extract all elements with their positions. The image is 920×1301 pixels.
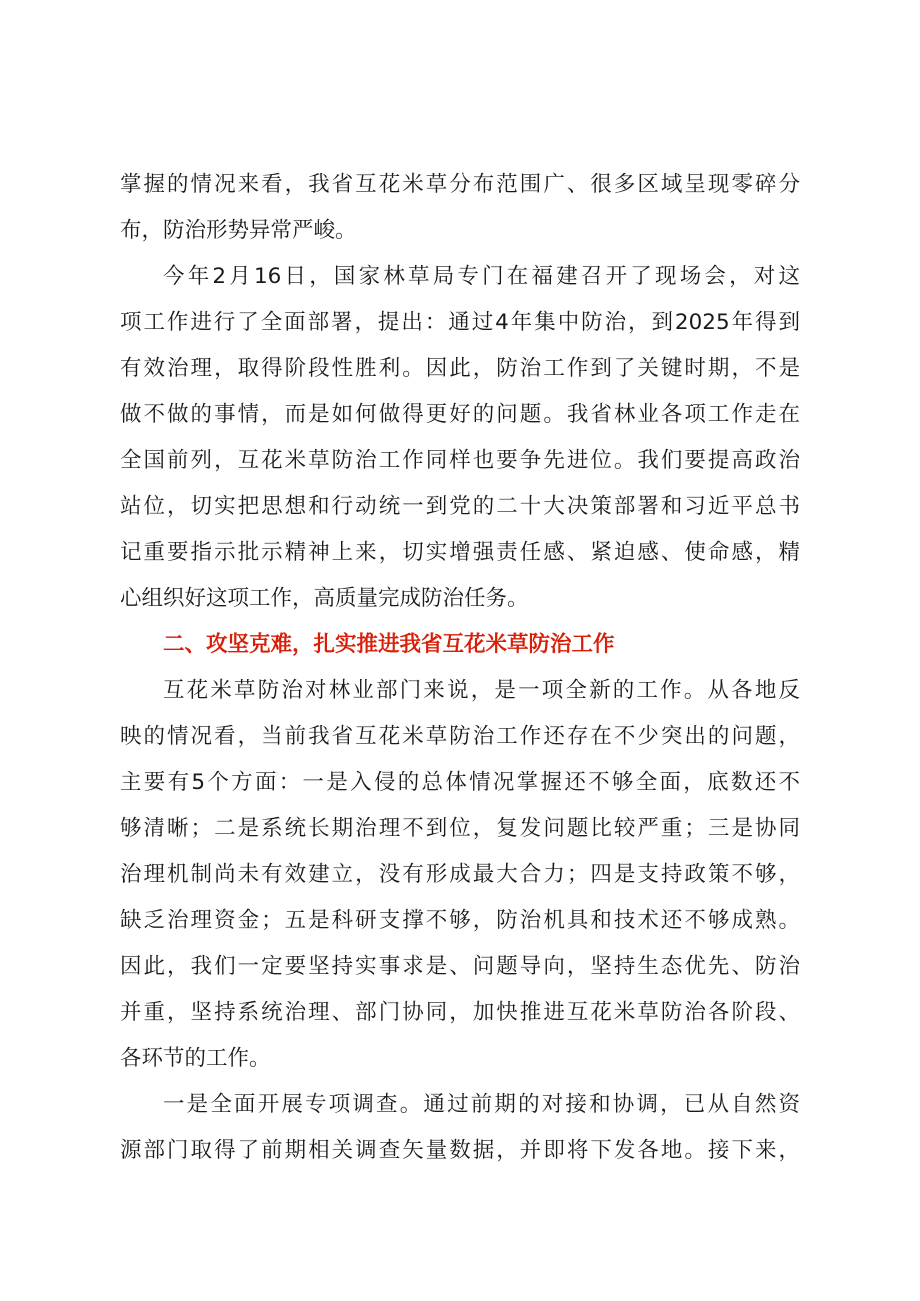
paragraph-line: 做不做的事情，而是如何做得更好的问题。我省林业各项工作走在 xyxy=(120,402,800,427)
paragraph-line: 站位，切实把思想和行动统一到党的二十大决策部署和习近平总书 xyxy=(120,494,800,519)
paragraph-line: 够清晰；二是系统长期治理不到位，复发问题比较严重；三是协同 xyxy=(120,816,800,841)
paragraph-line: 互花米草防治对林业部门来说，是一项全新的工作。从各地反 xyxy=(163,678,800,703)
section-heading: 二、攻坚克难，扎实推进我省互花米草防治工作 xyxy=(163,632,615,657)
paragraph-line: 各环节的工作。 xyxy=(120,1046,271,1071)
paragraph-line: 掌握的情况来看，我省互花米草分布范围广、很多区域呈现零碎分 xyxy=(120,172,800,197)
paragraph-line: 治理机制尚未有效建立，没有形成最大合力；四是支持政策不够， xyxy=(120,862,800,887)
paragraph-line: 源部门取得了前期相关调查矢量数据，并即将下发各地。接下来， xyxy=(120,1138,800,1163)
paragraph-line: 缺乏治理资金；五是科研支撑不够，防治机具和技术还不够成熟。 xyxy=(120,908,800,933)
paragraph-line: 并重，坚持系统治理、部门协同，加快推进互花米草防治各阶段、 xyxy=(120,1000,800,1025)
paragraph-line: 项工作进行了全面部署，提出：通过4年集中防治，到2025年得到 xyxy=(120,310,800,335)
paragraph-line: 一是全面开展专项调查。通过前期的对接和协调，已从自然资 xyxy=(163,1092,800,1117)
paragraph-line: 布，防治形势异常严峻。 xyxy=(120,218,357,243)
paragraph-line: 有效治理，取得阶段性胜利。因此，防治工作到了关键时期，不是 xyxy=(120,356,800,381)
paragraph-line: 因此，我们一定要坚持实事求是、问题导向，坚持生态优先、防治 xyxy=(120,954,800,979)
paragraph-line: 记重要指示批示精神上来，切实增强责任感、紧迫感、使命感，精 xyxy=(120,540,800,565)
paragraph-line: 今年2月16日，国家林草局专门在福建召开了现场会，对这 xyxy=(163,264,800,289)
paragraph-line: 主要有5个方面：一是入侵的总体情况掌握还不够全面，底数还不 xyxy=(120,770,800,795)
paragraph-line: 全国前列，互花米草防治工作同样也要争先进位。我们要提高政治 xyxy=(120,448,800,473)
paragraph-line: 映的情况看，当前我省互花米草防治工作还存在不少突出的问题， xyxy=(120,724,800,749)
paragraph-line: 心组织好这项工作，高质量完成防治任务。 xyxy=(120,586,529,611)
